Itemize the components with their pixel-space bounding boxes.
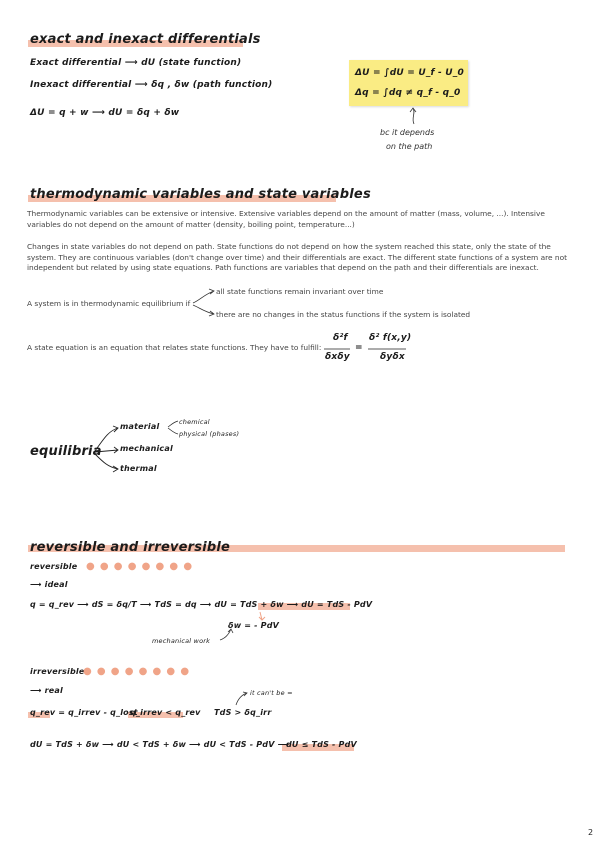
qrev-equation: q_rev = q_irrev - q_lost xyxy=(30,708,138,717)
irreversible-label: irreversible xyxy=(30,667,85,676)
formula-equals: = xyxy=(355,343,363,353)
final-equation-part-2: dU ≤ TdS - PdV xyxy=(286,740,357,749)
tree-arrow-physical-icon xyxy=(168,428,178,434)
inexact-differential-line: Inexact differential ⟶ δq , δw (path function) xyxy=(30,80,273,90)
tds-inequality: TdS > δq_irr xyxy=(214,708,272,717)
q-inequality: q_irrev < q_rev xyxy=(130,708,201,717)
equilibria-material: material xyxy=(120,422,160,431)
delta-u-line: ΔU = q + w ⟶ dU = δq + δw xyxy=(30,108,180,118)
section-title-differentials: exact and inexact differentials xyxy=(30,32,261,47)
equilibrium-branch-1: all state functions remain invariant over time xyxy=(216,287,384,296)
branch-arrow-upper-icon xyxy=(193,289,214,303)
cant-be-equal-note: it can't be = xyxy=(250,689,293,697)
reversible-equation: q = q_rev ⟶ dS = δq/T ⟶ TdS = dq ⟶ dU = TdS + δw ⟶ dU = TdS - PdV xyxy=(30,600,373,609)
equilibria-physical: physical (phases) xyxy=(179,430,240,438)
path-note-line-2: on the path xyxy=(386,142,433,151)
equilibria-mechanical: mechanical xyxy=(120,444,173,453)
reversible-label: reversible xyxy=(30,562,78,571)
equilibria-label: equilibria xyxy=(30,444,102,459)
formula-rhs-numerator: δ² f(x,y) xyxy=(369,333,412,343)
work-arrow-icon xyxy=(259,612,265,620)
note-arrow-icon xyxy=(410,108,416,124)
formula-lhs-denominator: δxδy xyxy=(325,352,350,362)
path-note-line-1: bc it depends xyxy=(380,128,435,137)
equilibria-chemical: chemical xyxy=(179,418,210,426)
equilibrium-intro: A system is in thermodynamic equilibrium if xyxy=(27,299,191,308)
paragraph-extensive-intensive: Thermodynamic variables can be extensive or intensive. Extensive variables depend on the amount of matter (mass, volume, ...). Intensive variables do not depend on the amount of matter (density, boiling point, temperature...) xyxy=(27,209,545,229)
page-number: 2 xyxy=(588,828,594,837)
formula-rhs-denominator: δyδx xyxy=(380,352,405,362)
cant-be-arrow-icon xyxy=(236,692,247,705)
final-equation-part-1: dU = TdS + δw ⟶ dU < TdS + δw ⟶ dU < TdS - PdV ⟶ xyxy=(30,740,290,749)
equilibria-thermal: thermal xyxy=(120,464,157,473)
tree-arrow-thermal-icon xyxy=(95,454,118,472)
section-title-reversible: reversible and irreversible xyxy=(30,540,231,555)
reversible-dots: ● ● ● ● ● ● ● ● xyxy=(86,561,194,572)
formula-lhs-numerator: δ²f xyxy=(333,333,348,343)
mech-work-arrow-icon xyxy=(220,629,233,640)
ideal-label: ⟶ ideal xyxy=(30,580,68,589)
tree-arrow-mechanical-icon xyxy=(95,447,118,453)
equilibrium-branch-2: there are no changes in the status functions if the system is isolated xyxy=(216,310,471,319)
paragraph-state-variables: Changes in state variables do not depend on path. State functions do not depend on how the system reached this state, only the state of the system. They are continuous variables (don't change over time) and their differentials are exact. The different state functions of a system are not independent but related by using state equations. Path functions are variables that depend on the path and their differentials are inexact. xyxy=(27,242,568,273)
section-title-thermo-variables: thermodynamic variables and state variables xyxy=(30,187,371,202)
mechanical-work-label: mechanical work xyxy=(152,637,211,645)
work-equation: δw = - PdV xyxy=(228,621,280,630)
real-label: ⟶ real xyxy=(30,686,63,695)
tree-arrow-chemical-icon xyxy=(168,421,178,427)
sticky-line-1: ΔU = ∫dU = U_f - U_0 xyxy=(355,68,464,78)
branch-arrow-lower-icon xyxy=(193,305,214,316)
sticky-line-2: Δq = ∫dq ≠ q_f - q_0 xyxy=(355,88,461,98)
irreversible-dots: ● ● ● ● ● ● ● ● xyxy=(83,666,191,677)
exact-differential-line: Exact differential ⟶ dU (state function) xyxy=(30,58,242,68)
state-equation-text: A state equation is an equation that relates state functions. They have to fulfill: xyxy=(27,343,322,352)
